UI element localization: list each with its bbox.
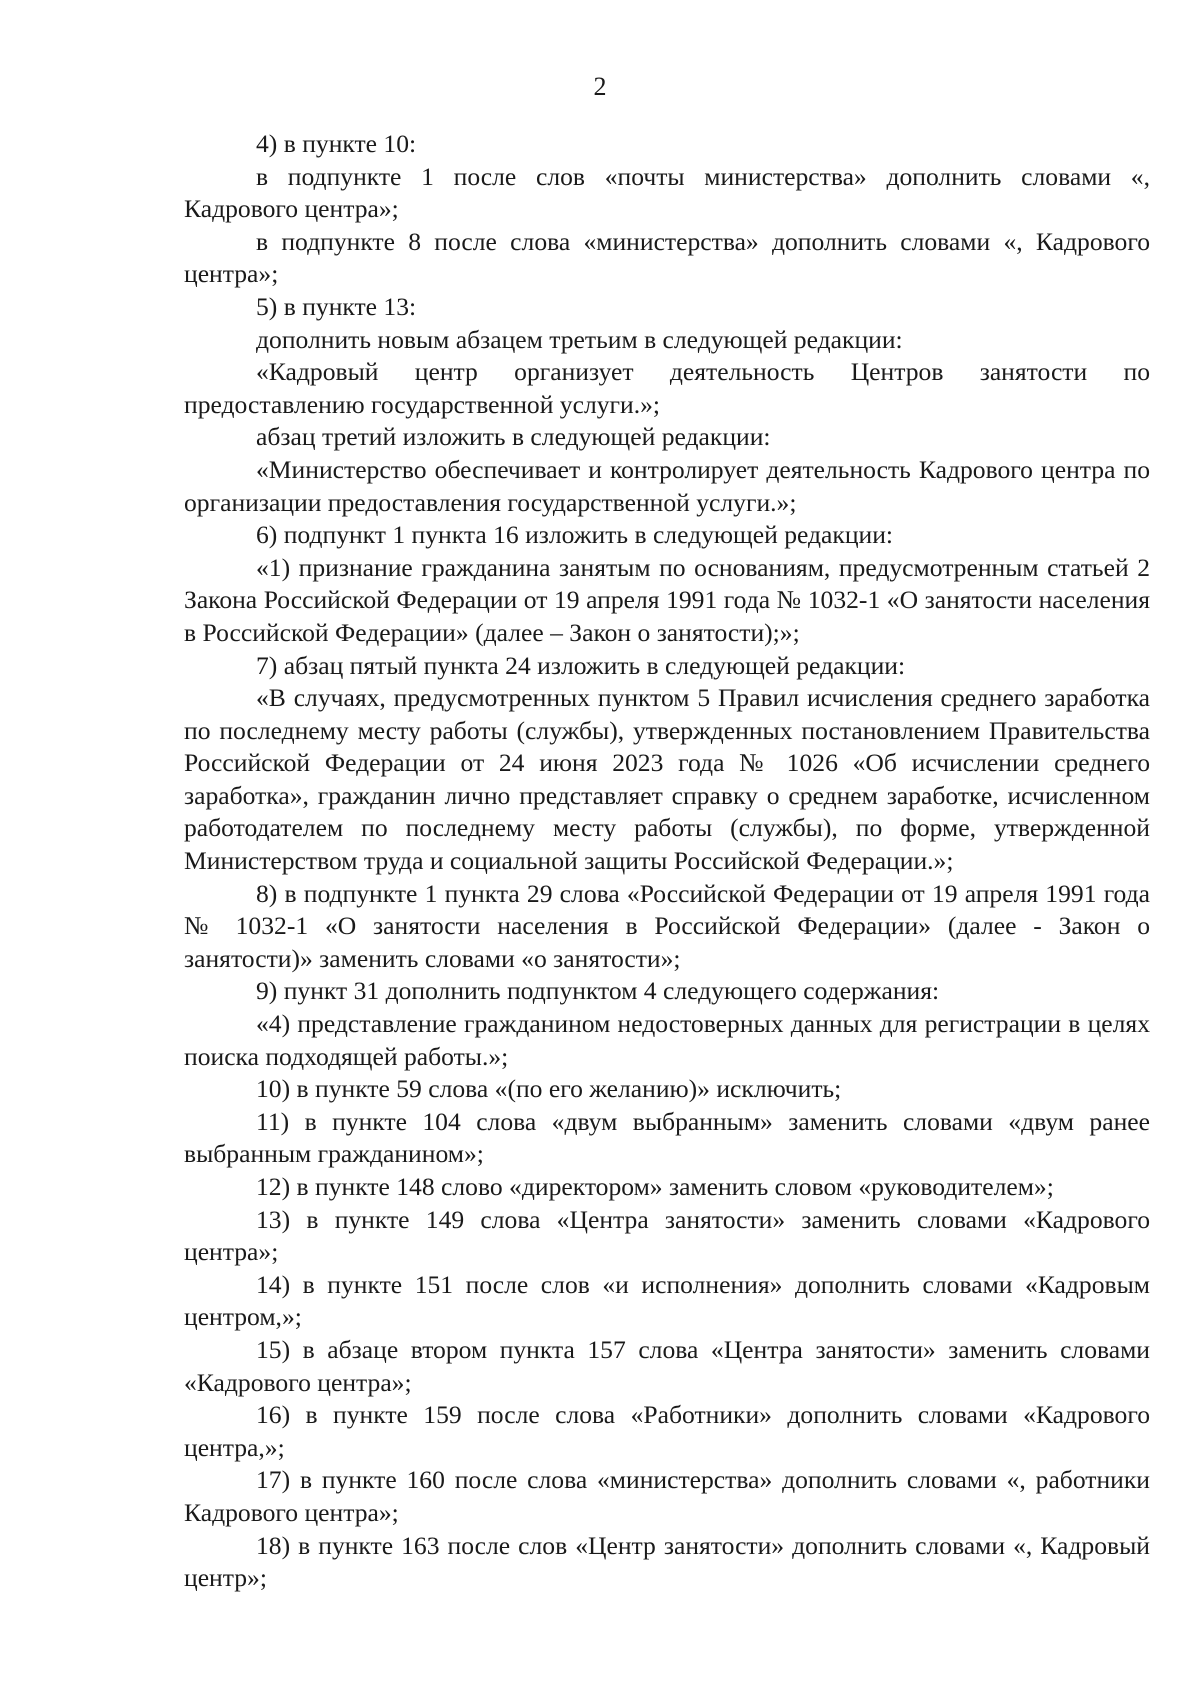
paragraph-10: «1) признание гражданина занятым по основаниям, предусмотренным статьей 2 Закона Российской Федерации от 19 апреля 1991 года № 1032-1 «О занятости населения в Российской Федерации» (далее – Закон о занятости);»; (184, 552, 1150, 647)
paragraph-8: «Министерство обеспечивает и контролирует деятельность Кадрового центра по организации предоставления государственной услуги.»; (184, 454, 1150, 517)
paragraph-17: 11) в пункте 104 слова «двум выбранным» заменить словами «двум ранее выбранным гражданином»; (184, 1106, 1150, 1169)
paragraph-11: 7) абзац пятый пункта 24 изложить в следующей редакции: (256, 650, 906, 680)
paragraph-16: 10) в пункте 59 слова «(по его желанию)» исключить; (256, 1074, 842, 1104)
document-body (184, 128, 1150, 1595)
paragraph-13: 8) в подпункте 1 пункта 29 слова «Российской Федерации от 19 апреля 1991 года № 1032-1 «О занятости населения в Российской Федерации» (далее - Закон о занятости)» заменить словами «о занятости»; (184, 878, 1150, 973)
paragraph-9: 6) подпункт 1 пункта 16 изложить в следующей редакции: (256, 520, 894, 550)
paragraph-18: 12) в пункте 148 слово «директором» заменить словом «руководителем»; (256, 1172, 1054, 1201)
paragraph-22: 16) в пункте 159 после слова «Работники» дополнить словами «Кадрового центра,»; (184, 1400, 1150, 1462)
paragraph-15: «4) представление гражданином недостоверных данных для регистрации в целях поиска подходящей работы.»; (184, 1009, 1150, 1071)
paragraph-1: 4) в пункте 10: (256, 129, 417, 158)
paragraph-14: 9) пункт 31 дополнить подпунктом 4 следующего содержания: (256, 976, 940, 1006)
paragraph-5: дополнить новым абзацем третьим в следующей редакции: (256, 324, 903, 354)
paragraph-20: 14) в пункте 151 после слов «и исполнения» дополнить словами «Кадровым центром,»; (184, 1269, 1150, 1332)
paragraph-19: 13) в пункте 149 слова «Центра занятости» заменить словами «Кадрового центра»; (184, 1204, 1150, 1267)
page-number: 2 (593, 72, 607, 101)
paragraph-23: 17) в пункте 160 после слова «министерства» дополнить словами «, работники Кадрового центра»; (184, 1465, 1150, 1527)
paragraph-7: абзац третий изложить в следующей редакции: (256, 422, 771, 452)
paragraph-12: «В случаях, предусмотренных пунктом 5 Правил исчисления среднего заработка по последнему месту работы (службы), утвержденных постановлением Правительства Российской Федерации от 24 июня 2023 года № 1026 «Об исчислении среднего заработка», гражданин лично представляет справку о среднем заработке, исчисленном работодателем по последнему месту работы (службы), по форме, утвержденной Министерством труда и социальной защиты Российской Федерации.»; (184, 683, 1150, 876)
paragraph-21: 15) в абзаце втором пункта 157 слова «Центра занятости» заменить словами «Кадрового центра»; (184, 1334, 1150, 1397)
paragraph-4: 5) в пункте 13: (256, 291, 417, 321)
paragraph-2: в подпункте 1 после слов «почты министерства» дополнить словами «, Кадрового центра»; (184, 161, 1150, 224)
paragraph-6: «Кадровый центр организует деятельность Центров занятости по предоставлению государственной услуги.»; (184, 357, 1150, 419)
paragraph-3: в подпункте 8 после слова «министерства» дополнить словами «, Кадрового центра»; (184, 226, 1150, 289)
paragraph-24: 18) в пункте 163 после слов «Центр занятости» дополнить словами «, Кадровый центр»; (184, 1530, 1150, 1593)
